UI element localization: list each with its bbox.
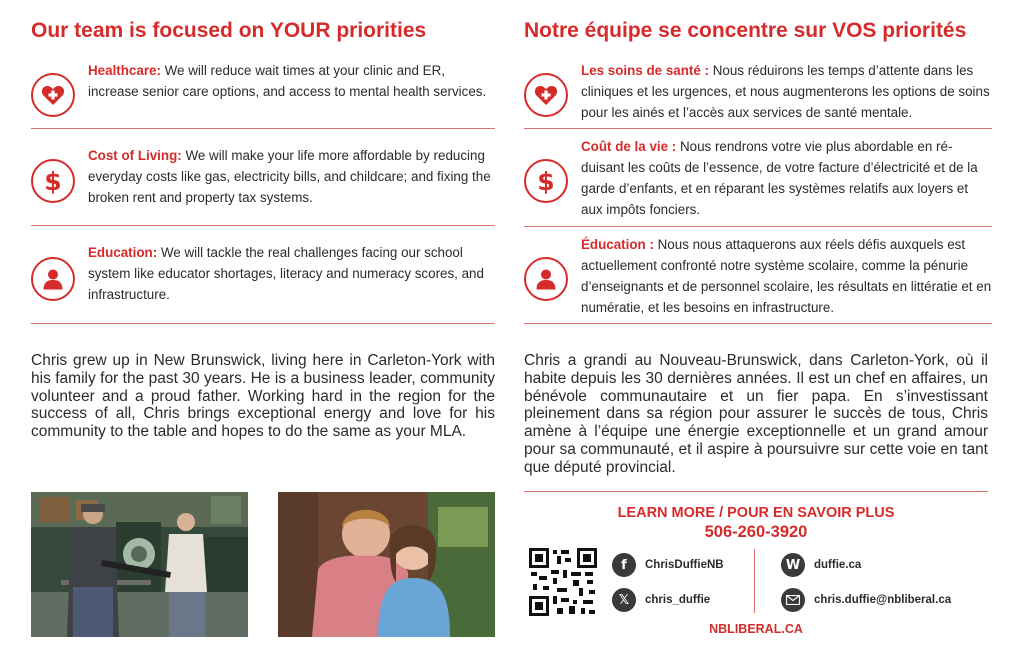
- priority-text: [88, 60, 495, 102]
- contact-divider: [524, 491, 988, 492]
- facebook-icon: f: [612, 553, 636, 577]
- priority-text: [581, 60, 992, 123]
- priority-label: Les soins de santé :: [581, 63, 709, 78]
- priority-text: [88, 242, 495, 305]
- priority-soins-de-sante: [524, 58, 992, 129]
- priority-label: Cost of Living:: [88, 148, 182, 163]
- website-icon: W: [781, 553, 805, 577]
- heart-plus-icon: [31, 73, 75, 117]
- person-icon: [524, 257, 568, 301]
- priority-text: [581, 136, 992, 220]
- priority-education-fr: [524, 227, 992, 324]
- contact-vertical-divider: [754, 549, 755, 613]
- priority-label: Éducation :: [581, 237, 654, 252]
- email-icon: [781, 588, 805, 612]
- priority-body: Nous nous attaquerons aux réels défis auxquels est actuellement confronté notre système scolaire, comme la pénurie d’enseignants et de personnel scolaire, les résultats en littératie et en numératie, et les besoins en infrastructure.: [581, 237, 992, 315]
- priority-body: We will make your life more affordable by reducing everyday costs like gas, electricity bills, and childcare; and fixing the broken rent and property tax systems.: [88, 148, 491, 205]
- english-heading: Our team is focused on YOUR priorities: [31, 19, 427, 42]
- dollar-icon: $: [31, 159, 75, 203]
- priority-label: Healthcare:: [88, 63, 161, 78]
- priority-healthcare: [31, 58, 495, 129]
- email-link[interactable]: [781, 588, 951, 612]
- priority-cout-de-la-vie: [524, 129, 992, 227]
- priority-label: Education:: [88, 245, 158, 260]
- heart-plus-icon: [524, 73, 568, 117]
- website-url: duffie.ca: [814, 559, 862, 571]
- priority-education: [31, 226, 495, 324]
- priority-body: We will reduce wait times at your clinic and ER, increase senior care options, and access to mental health services.: [88, 63, 487, 99]
- learn-more-heading: LEARN MORE / POUR EN SAVOIR PLUS: [617, 505, 895, 521]
- family-photo: [278, 492, 495, 637]
- facebook-link[interactable]: [612, 553, 724, 577]
- phone-number[interactable]: 506-260-3920: [704, 523, 808, 541]
- email-address: chris.duffie@nbliberal.ca: [814, 594, 952, 606]
- priority-label: Coût de la vie :: [581, 139, 677, 154]
- person-icon: [31, 257, 75, 301]
- priority-body: We will tackle the real challenges facing our school system like educator shortages, literacy and numeracy scores, and infrastructure.: [88, 245, 484, 302]
- nbliberal-site[interactable]: NBLIBERAL.CA: [709, 622, 803, 636]
- priority-text: [88, 145, 495, 208]
- website-link[interactable]: [781, 553, 861, 577]
- priority-body: Nous rendrons votre vie plus abordable en ré-duisant les coûts de l’essence, de votre facture d’électricité et de la garde d’enfants, et en réparant les systèmes relatifs aux loyers et aux impôts fonciers.: [581, 139, 978, 217]
- qr-code[interactable]: [529, 548, 597, 616]
- workshop-photo: [31, 492, 248, 637]
- french-heading: Notre équipe se concentre sur VOS priorités: [524, 19, 967, 42]
- x-link[interactable]: [612, 588, 710, 612]
- french-bio: Chris a grandi au Nouveau-Brunswick, dans Carleton-York, où il habite depuis les 30 dernières années. Il est un chef en affaires, un bénévole communautaire et un fier papa. En s’investissant pleinement dans sa région pour assurer le succès de tous, Chris amène à l’équipe une énergie exceptionnelle et un grand amour pour sa communauté, et il aspire à poursuivre sur cette voie en tant que député provincial.: [524, 352, 988, 476]
- dollar-icon: $: [524, 159, 568, 203]
- facebook-handle: ChrisDuffieNB: [645, 559, 724, 571]
- priority-cost-of-living: [31, 129, 495, 226]
- english-bio: Chris grew up in New Brunswick, living here in Carleton-York with his family for the past 30 years. He is a business leader, community volunteer and a proud father. Working hard in the region for the success of all, Chris brings exceptional energy and love for his community to the table and hopes to do the same as your MLA.: [31, 352, 495, 441]
- english-priorities: [31, 0, 495, 663]
- x-icon: 𝕏: [612, 588, 636, 612]
- x-handle: chris_duffie: [645, 594, 711, 606]
- french-priorities: [524, 0, 994, 663]
- priority-body: Nous réduirons les temps d’attente dans les cliniques et les urgences, et nous augmenterons les options de soins pour les ainés et l’accès aux services de santé mentale.: [581, 63, 990, 120]
- priority-text: [581, 234, 992, 318]
